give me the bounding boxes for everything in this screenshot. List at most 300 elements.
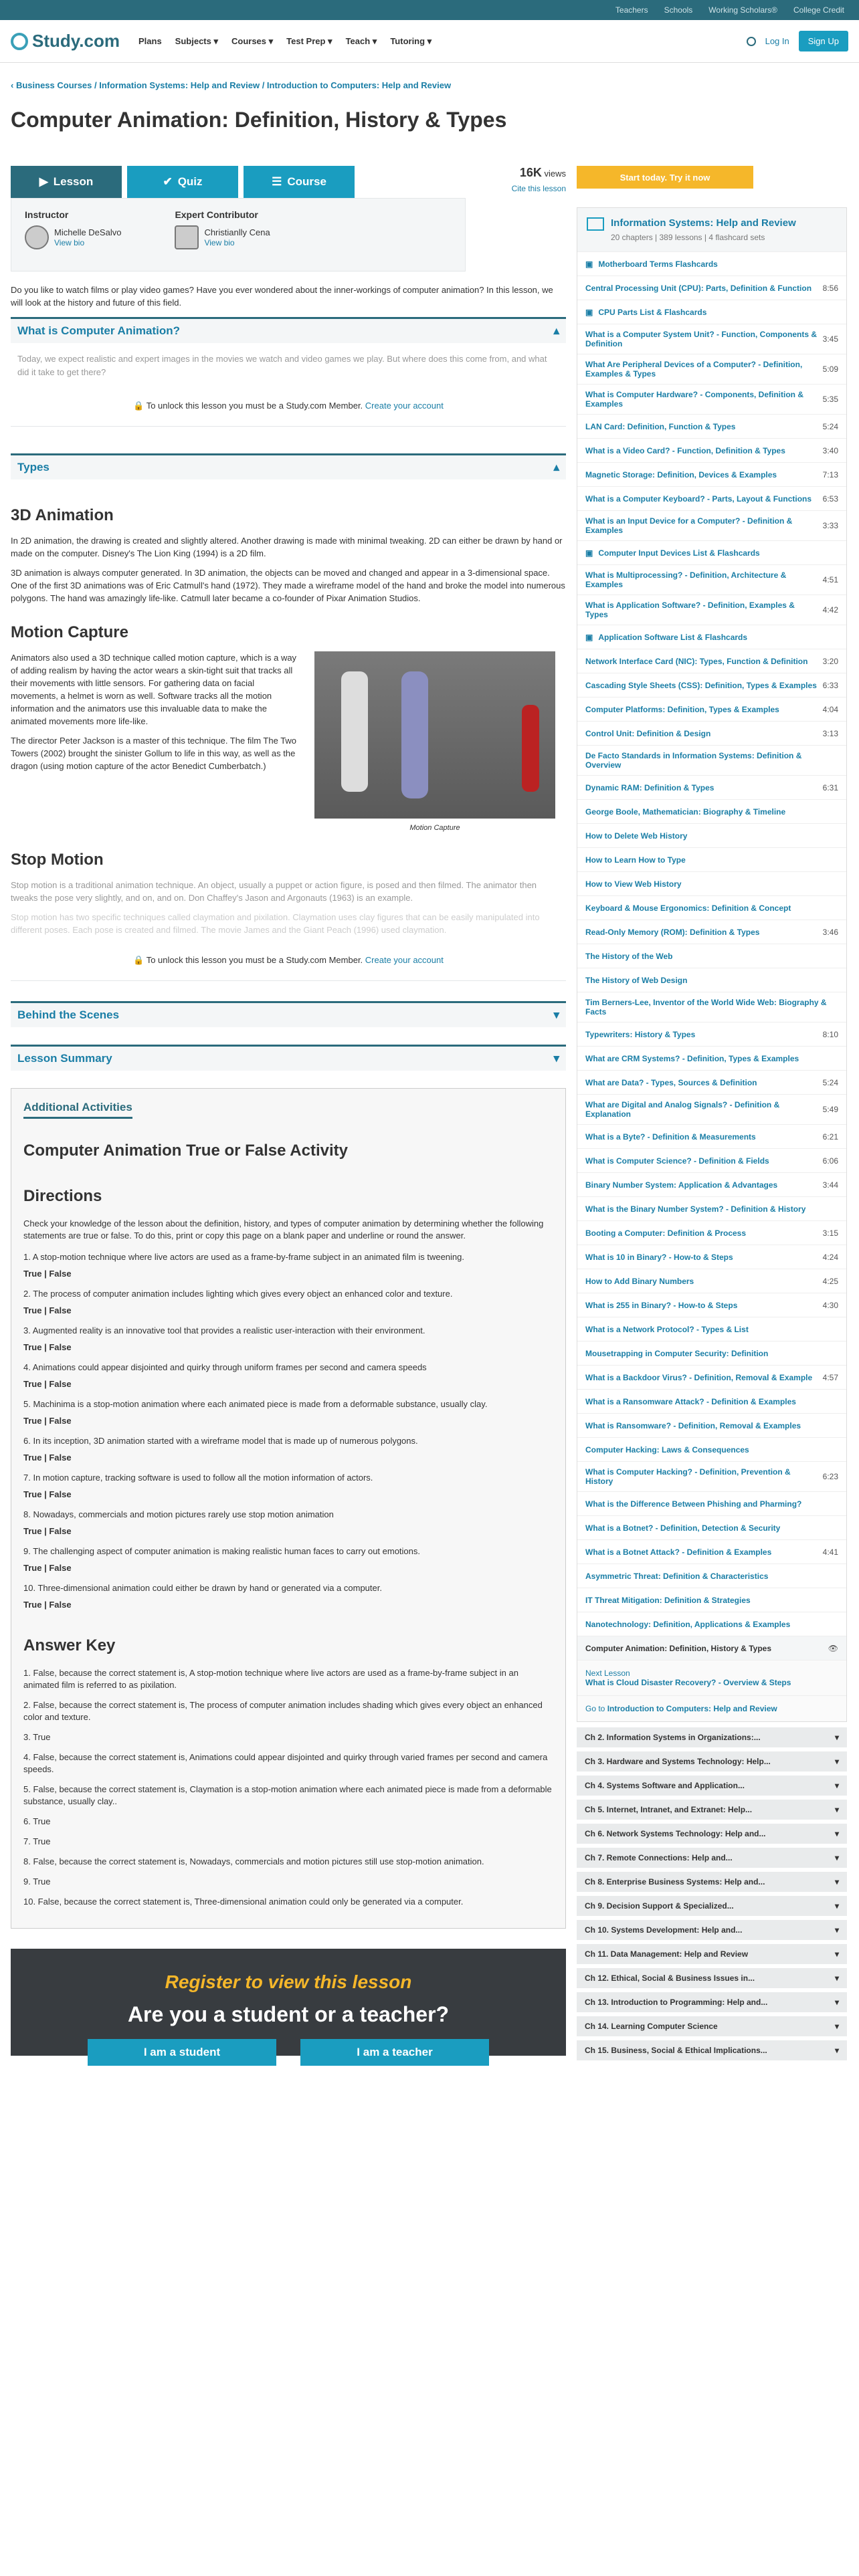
play-icon: ▶ xyxy=(39,175,48,188)
lesson-title: Central Processing Unit (CPU): Parts, Definition & Function xyxy=(585,283,812,293)
chapter-item[interactable] xyxy=(577,1800,847,1820)
true-false-option: True | False xyxy=(23,1416,72,1426)
lesson-item[interactable] xyxy=(577,438,846,462)
lesson-title: What is a Network Protocol? - Types & List xyxy=(585,1324,749,1334)
lesson-item[interactable] xyxy=(577,276,846,300)
lesson-item[interactable] xyxy=(577,1245,846,1269)
section-toggle[interactable] xyxy=(11,1001,566,1027)
heading-mocap: Motion Capture xyxy=(11,623,128,641)
lesson-title: What is a Computer Keyboard? - Parts, Layout & Functions xyxy=(585,494,812,504)
register-panel xyxy=(11,1949,566,2056)
answer-key-item: 6. True xyxy=(23,1816,51,1826)
lesson-duration: 6:53 xyxy=(822,494,838,504)
lesson-title: How to Add Binary Numbers xyxy=(585,1276,694,1286)
locked-preview: Today, we expect realistic and expert images in the movies we watch and video games we play. But where does this come from, and what did it take to get there? xyxy=(17,354,547,377)
lesson-item[interactable] xyxy=(577,1220,846,1245)
instructor-name: Michelle DeSalvo xyxy=(54,227,122,237)
goto-course xyxy=(577,1695,846,1721)
topbar-schools[interactable]: Schools xyxy=(664,5,693,15)
lesson-item[interactable] xyxy=(577,1317,846,1341)
answer-key-item: 10. False, because the correct statement is, Three-dimensional animation could only be generated via a computer. xyxy=(23,1897,464,1907)
lesson-item[interactable] xyxy=(577,745,846,775)
lesson-title: What are Data? - Types, Sources & Definition xyxy=(585,1077,757,1087)
lesson-title: The History of the Web xyxy=(585,951,673,961)
chapter-title: Ch 14. Learning Computer Science xyxy=(585,2022,718,2031)
lesson-title: What is Computer Hacking? - Definition, Prevention & History xyxy=(585,1467,791,1486)
lesson-item[interactable] xyxy=(577,1437,846,1461)
lesson-item[interactable] xyxy=(577,944,846,968)
question-text: 7. In motion capture, tracking software is used to follow all the motion information of actors. xyxy=(23,1473,373,1483)
sidebar xyxy=(577,166,847,2060)
chevron-down-icon: ▾ xyxy=(834,1853,839,1862)
nav-courses[interactable]: Courses ▾ xyxy=(231,35,274,46)
lesson-duration: 8:10 xyxy=(822,1029,838,1039)
expert-name: Christianlly Cena xyxy=(204,227,270,237)
lesson-title: IT Threat Mitigation: Definition & Strategies xyxy=(585,1595,751,1605)
lesson-duration: 4:04 xyxy=(822,704,838,714)
lesson-item[interactable] xyxy=(577,992,846,1022)
lesson-title: What is 10 in Binary? - How-to & Steps xyxy=(585,1252,733,1262)
chevron-down-icon: ▾ xyxy=(834,1973,839,1983)
lesson-title: What is Application Software? - Definition, Examples & Types xyxy=(585,601,795,619)
lesson-duration: 3:15 xyxy=(822,1228,838,1238)
topbar-working-scholars[interactable]: Working Scholars® xyxy=(708,5,777,15)
question-text: 6. In its inception, 3D animation started with a wireframe model that is made up of numerous polygons. xyxy=(23,1436,418,1446)
lesson-title: What is a Ransomware Attack? - Definition & Examples xyxy=(585,1396,796,1406)
lesson-title: How to Learn How to Type xyxy=(585,855,686,865)
activities-title: Additional Activities xyxy=(23,1101,132,1119)
list-icon: ☰ xyxy=(272,175,282,188)
lesson-title: Computer Platforms: Definition, Types & Examples xyxy=(585,704,779,714)
question-text: 2. The process of computer animation includes lighting which gives every object an enhanced color and texture. xyxy=(23,1289,453,1299)
lesson-item[interactable] xyxy=(577,847,846,871)
lesson-title: What is 255 in Binary? - How-to & Steps xyxy=(585,1300,738,1310)
flashcard-set-item[interactable] xyxy=(577,625,846,649)
lesson-duration: 3:13 xyxy=(822,728,838,738)
chapter-item[interactable] xyxy=(577,1727,847,1747)
logo-icon xyxy=(11,33,28,50)
lesson-title: Control Unit: Definition & Design xyxy=(585,728,711,738)
answer-key-item: 7. True xyxy=(23,1836,51,1846)
login-link[interactable]: Log In xyxy=(765,36,789,46)
chapter-title: Ch 9. Decision Support & Specialized... xyxy=(585,1901,734,1911)
directions-text: Check your knowledge of the lesson about the definition, history, and types of computer animation by determining whether the following statements are true or false. To do this, print or copy this page on a blank paper and underline or round the answer. xyxy=(23,1218,544,1241)
lesson-title: What is a Backdoor Virus? - Definition, Removal & Example xyxy=(585,1372,813,1382)
lesson-item[interactable] xyxy=(577,486,846,510)
lesson-title: CPU Parts List & Flashcards xyxy=(598,307,707,317)
chevron-left-icon: ‹ xyxy=(11,80,16,90)
flashcards-icon: ▣ xyxy=(585,548,593,558)
signup-button[interactable]: Sign Up xyxy=(799,31,848,51)
next-lesson-label: Next Lesson xyxy=(585,1669,630,1678)
chapter-title: Ch 5. Internet, Intranet, and Extranet: Help... xyxy=(585,1805,753,1814)
lesson-duration: 3:44 xyxy=(822,1180,838,1190)
chapter-title: Ch 10. Systems Development: Help and... xyxy=(585,1925,743,1935)
lesson-item[interactable] xyxy=(577,1293,846,1317)
lesson-item[interactable] xyxy=(577,895,846,920)
lesson-title: What is Multiprocessing? - Definition, Architecture & Examples xyxy=(585,570,787,589)
lesson-item[interactable] xyxy=(577,920,846,944)
answer-key-item: 3. True xyxy=(23,1732,51,1742)
lesson-duration: 4:42 xyxy=(822,605,838,615)
chapter-title: Ch 15. Business, Social & Ethical Implications... xyxy=(585,2046,767,2055)
section-toggle[interactable] xyxy=(11,317,566,343)
unlock-banner xyxy=(11,943,566,981)
lesson-item[interactable] xyxy=(577,697,846,721)
lesson-title: What is a Byte? - Definition & Measurements xyxy=(585,1132,756,1142)
lesson-title: Read-Only Memory (ROM): Definition & Types xyxy=(585,927,760,937)
lesson-title: Application Software List & Flashcards xyxy=(598,632,748,642)
lesson-title: George Boole, Mathematician: Biography & Timeline xyxy=(585,807,786,817)
lesson-title: Keyboard & Mouse Ergonomics: Definition & Concept xyxy=(585,903,791,913)
lesson-item[interactable] xyxy=(577,1588,846,1612)
course-meta: 20 chapters | 389 lessons | 4 flashcard sets xyxy=(611,233,765,242)
flashcards-icon: ▣ xyxy=(585,632,593,642)
lesson-duration: 6:31 xyxy=(822,782,838,792)
instructor-heading: Instructor xyxy=(25,209,69,220)
lesson-item[interactable] xyxy=(577,1461,846,1491)
lesson-item[interactable] xyxy=(577,324,846,354)
cite-link[interactable]: Cite this lesson xyxy=(511,184,566,193)
lesson-item[interactable] xyxy=(577,1413,846,1437)
nav-subjects[interactable]: Subjects ▾ xyxy=(175,35,218,46)
lesson-duration: 3:45 xyxy=(822,334,838,344)
breadcrumb-intro[interactable]: Introduction to Computers: Help and Review xyxy=(266,80,452,90)
nav-plans[interactable]: Plans xyxy=(138,35,162,46)
chapter-item[interactable] xyxy=(577,2040,847,2060)
lesson-duration: 5:24 xyxy=(822,421,838,431)
tab-lesson-label: Lesson xyxy=(53,175,94,188)
lesson-item[interactable] xyxy=(577,354,846,384)
chapter-item[interactable] xyxy=(577,1872,847,1892)
lesson-item[interactable] xyxy=(577,673,846,697)
paragraph: Animators also used a 3D technique called motion capture, which is a way of adding realism by having the actor wears a skin-tight suit that tracks all their movements with little sensors. For gathering data on facial movements, a helmet is worn as well. Software tracks all the motion information and the animators use this invaluable data to make the animated movements more life-like. xyxy=(11,653,297,726)
true-false-option: True | False xyxy=(23,1600,72,1610)
breadcrumb-business[interactable]: Business Courses xyxy=(15,80,92,90)
search-icon[interactable] xyxy=(747,37,756,46)
lesson-duration: 3:40 xyxy=(822,445,838,455)
breadcrumb: ‹ Business Courses / Information Systems: Help and Review / Introduction to Computers: Help and Review xyxy=(11,80,452,90)
chapter-item[interactable] xyxy=(577,1848,847,1868)
lesson-item[interactable] xyxy=(577,871,846,895)
unlock-banner xyxy=(11,389,566,427)
answer-key-item: 4. False, because the correct statement is, Animations could appear disjointed and quirky through varied frames per second and camera speeds. xyxy=(23,1752,548,1774)
chapter-title: Ch 4. Systems Software and Application... xyxy=(585,1781,745,1790)
chapter-title: Ch 6. Network Systems Technology: Help and... xyxy=(585,1829,766,1838)
lesson-title: What is Computer Science? - Definition & Fields xyxy=(585,1156,769,1166)
lesson-duration: 4:41 xyxy=(822,1547,838,1557)
lesson-title: Network Interface Card (NIC): Types, Function & Definition xyxy=(585,656,808,666)
expert-bio-link[interactable]: View bio xyxy=(204,238,235,247)
answer-key-item: 9. True xyxy=(23,1876,51,1887)
lesson-title: The History of Web Design xyxy=(585,975,688,985)
chevron-down-icon: ▾ xyxy=(834,1925,839,1935)
tab-lesson[interactable] xyxy=(11,166,122,198)
nav-test-prep[interactable]: Test Prep ▾ xyxy=(286,35,332,46)
views-label: views xyxy=(544,169,566,179)
logo-text: Study.com xyxy=(32,31,120,51)
next-lesson xyxy=(577,1660,846,1695)
true-false-option: True | False xyxy=(23,1342,72,1352)
image-caption: Motion Capture xyxy=(409,824,460,832)
chapter-item[interactable] xyxy=(577,1992,847,2012)
chapter-item[interactable] xyxy=(577,1920,847,1940)
paragraph: In 2D animation, the drawing is created and slightly altered. Another drawing is made with minimal tweaking. 2D can either be drawn by hand or made on the computer. Disney's The Lion King (1994) is a 2D film. xyxy=(11,536,563,558)
lesson-item[interactable] xyxy=(577,510,846,540)
question-text: 4. Animations could appear disjointed and quirky through uniform frames per second and camera speeds xyxy=(23,1362,427,1372)
goto-label: Go to xyxy=(585,1704,605,1713)
chapter-item[interactable] xyxy=(577,1824,847,1844)
chevron-down-icon: ▾ xyxy=(834,1949,839,1959)
lesson-duration: 6:06 xyxy=(822,1156,838,1166)
lesson-item[interactable] xyxy=(577,1070,846,1094)
lesson-item[interactable] xyxy=(577,1365,846,1389)
lesson-title: Cascading Style Sheets (CSS): Definition, Types & Examples xyxy=(585,680,817,690)
breadcrumb-infosys[interactable]: Information Systems: Help and Review xyxy=(99,80,260,90)
next-lesson-link[interactable]: What is Cloud Disaster Recovery? - Overview & Steps xyxy=(585,1678,791,1687)
motion-capture-image xyxy=(314,651,555,819)
top-bar xyxy=(0,0,859,20)
chevron-down-icon: ▾ xyxy=(834,1998,839,2007)
lesson-item[interactable] xyxy=(577,1022,846,1046)
chevron-down-icon: ▾ xyxy=(834,2022,839,2031)
lesson-duration: 5:49 xyxy=(822,1105,838,1114)
teacher-button[interactable]: I am a teacher xyxy=(300,2039,489,2066)
lesson-title: What is a Botnet Attack? - Definition & Examples xyxy=(585,1547,772,1557)
contributors xyxy=(11,198,466,272)
create-account-link[interactable]: Create your account xyxy=(365,401,444,411)
chevron-up-icon: ▴ xyxy=(553,461,559,473)
lesson-duration: 7:13 xyxy=(822,469,838,479)
true-false-option: True | False xyxy=(23,1489,72,1499)
chevron-down-icon: ▾ xyxy=(834,1877,839,1887)
section-toggle[interactable] xyxy=(11,453,566,479)
lesson-duration: 3:33 xyxy=(822,521,838,530)
lesson-title: What Are Peripheral Devices of a Computer? - Definition, Examples & Types xyxy=(585,360,803,379)
paragraph: 3D animation is always computer generated. In 3D animation, the objects can be moved and changed and appear in a 3-dimensional space. One of the first 3D animations was of Eric Catmull's hand (1972). They made a wireframe model of the hand and broke the model into numerous polygons. The hand was amazingly life-like. Catmull later became a co-founder of Pixar Animation Studios. xyxy=(11,568,565,603)
chevron-down-icon: ▾ xyxy=(553,1008,559,1021)
lesson-title: Mousetrapping in Computer Security: Definition xyxy=(585,1348,769,1358)
lesson-title: Motherboard Terms Flashcards xyxy=(598,259,718,269)
lesson-title: What are CRM Systems? - Definition, Types & Examples xyxy=(585,1053,799,1063)
check-icon: ✔ xyxy=(163,175,173,188)
course-title[interactable]: Information Systems: Help and Review xyxy=(611,217,796,229)
section-title: Types xyxy=(17,461,50,473)
course-icon xyxy=(587,217,604,231)
paragraph: Stop motion is a traditional animation technique. An object, usually a puppet or action figure, is posed and then filmed. The animator then tweaks the pose very slightly, and on, and on. Don Chaffey's Jason and Argonauts (1963) is an example. xyxy=(11,880,537,903)
lesson-title: What is Ransomware? - Definition, Removal & Examples xyxy=(585,1420,801,1430)
goto-link[interactable]: Introduction to Computers: Help and Review xyxy=(607,1704,777,1713)
lesson-title: What is a Video Card? - Function, Definition & Types xyxy=(585,445,785,455)
answer-key-item: 2. False, because the correct statement is, The process of computer animation includes shading which gives every object an enhanced color and texture. xyxy=(23,1700,543,1722)
lesson-item[interactable] xyxy=(577,1172,846,1196)
lesson-item[interactable] xyxy=(577,823,846,847)
true-false-option: True | False xyxy=(23,1453,72,1463)
chapter-item[interactable] xyxy=(577,1776,847,1796)
lesson-duration: 4:24 xyxy=(822,1252,838,1262)
nav-tutoring[interactable]: Tutoring ▾ xyxy=(390,35,432,46)
section-title: Lesson Summary xyxy=(17,1052,112,1065)
tab-quiz[interactable] xyxy=(127,166,238,198)
lesson-title: How to Delete Web History xyxy=(585,831,688,841)
tab-quiz-label: Quiz xyxy=(177,175,203,188)
chevron-down-icon: ▾ xyxy=(834,1829,839,1838)
directions-heading: Directions xyxy=(23,1187,102,1205)
lesson-title: Magnetic Storage: Definition, Devices & Examples xyxy=(585,469,777,479)
lesson-item[interactable] xyxy=(577,775,846,799)
lesson-title: Nanotechnology: Definition, Applications & Examples xyxy=(585,1619,791,1629)
chevron-down-icon: ▾ xyxy=(834,1805,839,1814)
unlock-text: To unlock this lesson you must be a Study.com Member. xyxy=(146,401,363,411)
lesson-item[interactable] xyxy=(577,1389,846,1413)
lesson-title: Typewriters: History & Types xyxy=(585,1029,696,1039)
topbar-teachers[interactable]: Teachers xyxy=(615,5,648,15)
lesson-duration: 4:30 xyxy=(822,1300,838,1310)
avatar xyxy=(175,225,199,249)
lesson-item[interactable] xyxy=(577,1094,846,1124)
heading-3d: 3D Animation xyxy=(11,506,114,524)
register-question: Are you a student or a teacher? xyxy=(127,2002,450,2026)
lesson-title: What is a Computer System Unit? - Function, Components & Definition xyxy=(585,330,818,348)
lesson-title: Computer Input Devices List & Flashcards xyxy=(598,548,760,558)
lesson-item[interactable] xyxy=(577,1046,846,1070)
lesson-item[interactable] xyxy=(577,1515,846,1539)
course-outline xyxy=(577,207,847,1722)
answer-key-item: 1. False, because the correct statement is, A stop-motion technique where live actors are used as a frame-by-frame subject in an animated film is referred to as pixilation. xyxy=(23,1668,518,1690)
chapter-title: Ch 11. Data Management: Help and Review xyxy=(585,1949,749,1959)
chevron-down-icon: ▾ xyxy=(834,2046,839,2055)
eye-icon: 👁 xyxy=(828,1643,838,1653)
lesson-duration: 6:23 xyxy=(822,1472,838,1481)
lesson-duration: 5:09 xyxy=(822,364,838,374)
lesson-duration: 6:21 xyxy=(822,1132,838,1142)
lesson-title: What is a Botnet? - Definition, Detection & Security xyxy=(585,1523,781,1533)
heading-stop: Stop Motion xyxy=(11,851,104,869)
create-account-link[interactable]: Create your account xyxy=(365,955,444,965)
page-title: Computer Animation: Definition, History & Types xyxy=(11,108,507,132)
lesson-item[interactable] xyxy=(577,1491,846,1515)
lesson-duration: 5:24 xyxy=(822,1077,838,1087)
flashcard-set-item[interactable] xyxy=(577,540,846,564)
logo[interactable] xyxy=(11,31,120,51)
lesson-title: What is an Input Device for a Computer? - Definition & Examples xyxy=(585,516,793,535)
lesson-duration: 4:25 xyxy=(822,1276,838,1286)
lesson-item[interactable] xyxy=(577,1148,846,1172)
lesson-title: Booting a Computer: Definition & Process xyxy=(585,1228,747,1238)
chapter-title: Ch 13. Introduction to Programming: Help and... xyxy=(585,1998,768,2007)
question-text: 10. Three-dimensional animation could either be drawn by hand or generated via a computer. xyxy=(23,1583,382,1593)
lesson-title: De Facto Standards in Information Systems: Definition & Overview xyxy=(585,751,802,770)
view-count xyxy=(472,166,566,193)
chapter-item[interactable] xyxy=(577,1751,847,1772)
chapter-item[interactable] xyxy=(577,1968,847,1988)
lesson-title: Tim Berners-Lee, Inventor of the World Wide Web: Biography & Facts xyxy=(585,998,827,1016)
lesson-title: What is Computer Hardware? - Components, Definition & Examples xyxy=(585,390,804,409)
answer-key-item: 5. False, because the correct statement is, Claymation is a stop-motion animation where each animated piece is made from a deformable substance, usually clay.. xyxy=(23,1784,552,1806)
chapter-item[interactable] xyxy=(577,1896,847,1916)
lesson-item[interactable] xyxy=(577,384,846,414)
tab-course-label: Course xyxy=(287,175,326,188)
lesson-item[interactable] xyxy=(577,1636,846,1660)
main-nav xyxy=(0,20,859,63)
lesson-duration: 4:51 xyxy=(822,575,838,584)
chapter-title: Ch 7. Remote Connections: Help and... xyxy=(585,1853,733,1862)
lesson-title: What is the Difference Between Phishing and Pharming? xyxy=(585,1499,802,1509)
lock-icon: 🔒 xyxy=(133,955,147,965)
lesson-item[interactable] xyxy=(577,1612,846,1636)
flashcard-set-item[interactable] xyxy=(577,300,846,324)
chapter-title: Ch 8. Enterprise Business Systems: Help and... xyxy=(585,1877,765,1887)
chevron-down-icon: ▾ xyxy=(834,1733,839,1742)
true-false-option: True | False xyxy=(23,1269,72,1279)
lesson-item[interactable] xyxy=(577,595,846,625)
views-number: 16K xyxy=(519,166,542,179)
true-false-option: True | False xyxy=(23,1526,72,1536)
lesson-duration: 3:20 xyxy=(822,656,838,666)
lesson-title: Dynamic RAM: Definition & Types xyxy=(585,782,714,792)
question-text: 1. A stop-motion technique where live actors are used as a frame-by-frame subject in an animated film is tweening. xyxy=(23,1252,464,1262)
chapter-item[interactable] xyxy=(577,1944,847,1964)
lesson-item[interactable] xyxy=(577,649,846,673)
lesson-item[interactable] xyxy=(577,1539,846,1564)
flashcards-icon: ▣ xyxy=(585,307,593,317)
answer-key-heading: Answer Key xyxy=(23,1636,116,1654)
activity-heading: Computer Animation True or False Activity xyxy=(23,1142,348,1160)
lesson-item[interactable] xyxy=(577,564,846,595)
true-false-option: True | False xyxy=(23,1379,72,1389)
lesson-item[interactable] xyxy=(577,799,846,823)
answer-key-item: 8. False, because the correct statement is, Nowadays, commercials and motion pictures still use stop-motion animation. xyxy=(23,1856,484,1866)
lesson-title: Binary Number System: Application & Advantages xyxy=(585,1180,778,1190)
lesson-item[interactable] xyxy=(577,1124,846,1148)
lesson-item[interactable] xyxy=(577,462,846,486)
section-title: What is Computer Animation? xyxy=(17,324,181,337)
tab-course[interactable] xyxy=(244,166,355,198)
lesson-item[interactable] xyxy=(577,1196,846,1220)
lesson-item[interactable] xyxy=(577,1269,846,1293)
section-toggle[interactable] xyxy=(11,1045,566,1071)
lesson-duration: 3:46 xyxy=(822,927,838,937)
lesson-duration: 5:35 xyxy=(822,395,838,404)
lesson-item[interactable] xyxy=(577,1341,846,1365)
lesson-item[interactable] xyxy=(577,414,846,438)
unlock-text: To unlock this lesson you must be a Study.com Member. xyxy=(146,955,363,965)
register-title: Register to view this lesson xyxy=(165,1971,412,1992)
expert-heading: Expert Contributor xyxy=(175,209,258,220)
lesson-title: Computer Animation: Definition, History & Types xyxy=(585,1643,772,1653)
chapter-item[interactable] xyxy=(577,2016,847,2036)
question-text: 8. Nowadays, commercials and motion pictures rarely use stop motion animation xyxy=(23,1509,334,1519)
nav-teach[interactable]: Teach ▾ xyxy=(345,35,377,46)
flashcard-set-item[interactable] xyxy=(577,251,846,276)
lesson-item[interactable] xyxy=(577,1564,846,1588)
additional-activities xyxy=(11,1088,566,1929)
topbar-college-credit[interactable]: College Credit xyxy=(793,5,844,15)
lesson-title: What are Digital and Analog Signals? - Definition & Explanation xyxy=(585,1100,780,1119)
chevron-down-icon: ▾ xyxy=(834,1757,839,1766)
lock-icon: 🔒 xyxy=(133,401,147,411)
paragraph: The director Peter Jackson is a master of this technique. The film The Two Towers (2002) brought the sinister Gollum to life in this way, as well as the dragon (using motion capture of the actor Benedict Cumberbatch.) xyxy=(11,736,297,771)
question-text: 3. Augmented reality is an innovative tool that provides a realistic user-interaction with their environment. xyxy=(23,1325,425,1335)
start-today-button[interactable]: Start today. Try it now xyxy=(577,166,753,189)
student-button[interactable]: I am a student xyxy=(88,2039,276,2066)
instructor-bio-link[interactable]: View bio xyxy=(54,238,85,247)
question-text: 5. Machinima is a stop-motion animation where each animated piece is made from a deformable substance, usually clay. xyxy=(23,1399,488,1409)
chapter-title: Ch 2. Information Systems in Organizations:... xyxy=(585,1733,761,1742)
true-false-option: True | False xyxy=(23,1305,72,1315)
lesson-item[interactable] xyxy=(577,968,846,992)
lesson-item[interactable] xyxy=(577,721,846,745)
